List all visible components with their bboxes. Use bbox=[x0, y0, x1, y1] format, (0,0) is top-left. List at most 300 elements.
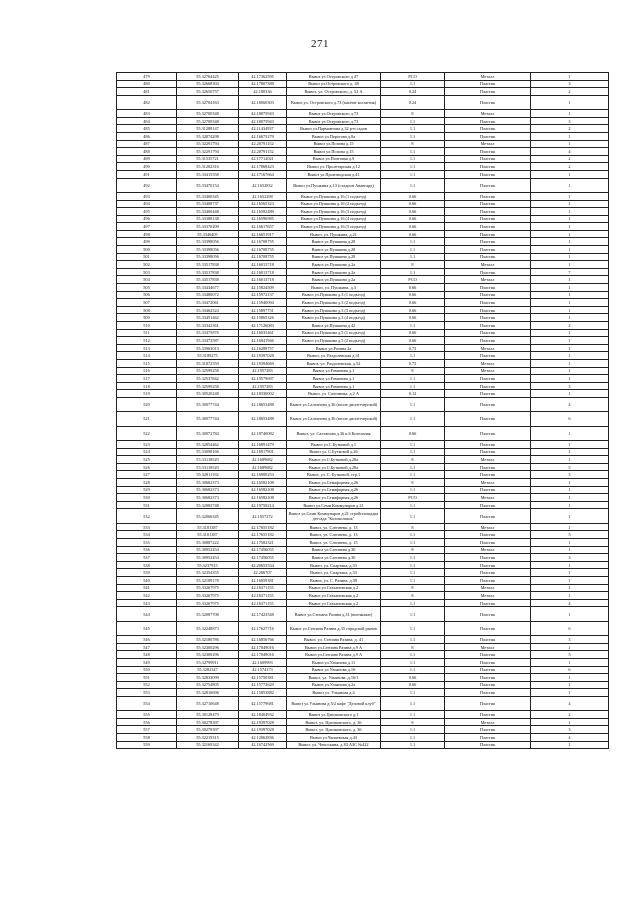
longitude-cell: 42.17362595 bbox=[239, 73, 287, 81]
longitude-cell: 42.15940094 bbox=[239, 299, 287, 307]
table-row bbox=[117, 344, 609, 352]
address-cell: Вывоз ул.Островского д. 48 bbox=[287, 80, 381, 88]
latitude-cell: 55.30952454 bbox=[177, 546, 239, 554]
volume-cell: РСО bbox=[381, 73, 445, 81]
count-cell: 1 bbox=[531, 426, 609, 440]
volume-cell: 0.66 bbox=[381, 291, 445, 299]
table-row bbox=[117, 200, 609, 208]
count-cell: 1 bbox=[531, 607, 609, 621]
latitude-cell: 55.30952454 bbox=[177, 554, 239, 562]
table-row bbox=[117, 215, 609, 223]
row-number-cell: 517 bbox=[117, 375, 177, 383]
count-cell: 3 bbox=[531, 80, 609, 88]
container-type-cell: Металл bbox=[445, 546, 531, 554]
row-number-cell: 530 bbox=[117, 494, 177, 502]
volume-cell: 1.1 bbox=[381, 501, 445, 509]
container-type-cell: Пластик bbox=[445, 148, 531, 156]
row-number-cell: 497 bbox=[117, 223, 177, 231]
container-type-cell: Пластик bbox=[445, 539, 531, 547]
count-cell: 3 bbox=[531, 117, 609, 125]
count-cell: 2 bbox=[531, 322, 609, 330]
row-number-cell: 544 bbox=[117, 607, 177, 621]
row-number-cell: 505 bbox=[117, 284, 177, 292]
count-cell: 1 bbox=[531, 359, 609, 367]
table-row bbox=[117, 651, 609, 659]
longitude-cell: 42.17627716 bbox=[239, 621, 287, 635]
longitude-cell: 42.11434937 bbox=[239, 125, 287, 133]
container-type-cell: Пластик bbox=[445, 561, 531, 569]
row-number-cell: 540 bbox=[117, 577, 177, 585]
row-number-cell: 489 bbox=[117, 155, 177, 163]
row-number-cell: 485 bbox=[117, 125, 177, 133]
latitude-cell: 55.33098166 bbox=[177, 448, 239, 456]
container-type-cell: Металл bbox=[445, 718, 531, 726]
count-cell: 1 bbox=[531, 200, 609, 208]
longitude-cell: 42.16582108 bbox=[239, 494, 287, 502]
longitude-cell: 42.16565323 bbox=[239, 200, 287, 208]
latitude-cell: 55.32799911 bbox=[177, 658, 239, 666]
volume-cell: 0.66 bbox=[381, 674, 445, 682]
table-row bbox=[117, 367, 609, 375]
latitude-cell: 55.33472061 bbox=[177, 299, 239, 307]
table-row bbox=[117, 479, 609, 487]
row-number-cell: 493 bbox=[117, 192, 177, 200]
count-cell: 1 bbox=[531, 367, 609, 375]
volume-cell: 1.1 bbox=[381, 607, 445, 621]
volume-cell: 1.1 bbox=[381, 268, 445, 276]
table-row bbox=[117, 382, 609, 390]
row-number-cell: 536 bbox=[117, 546, 177, 554]
container-type-cell: Пластик bbox=[445, 463, 531, 471]
count-cell: 1 bbox=[531, 674, 609, 682]
latitude-cell: 55.32700348 bbox=[177, 117, 239, 125]
container-type-cell: Пластик bbox=[445, 268, 531, 276]
longitude-cell: 42.16959381 bbox=[239, 577, 287, 585]
row-number-cell: 480 bbox=[117, 80, 177, 88]
row-number-cell: 482 bbox=[117, 95, 177, 109]
count-cell: 1 bbox=[531, 643, 609, 651]
address-cell: Вывоз ул.Пушкина д.2а bbox=[287, 261, 381, 269]
container-type-cell: Пластик bbox=[445, 577, 531, 585]
longitude-cell: 42.16673279 bbox=[239, 132, 287, 140]
address-cell: Вывоз ул.Ульянова д.16 bbox=[287, 666, 381, 674]
address-cell: Вывоз ул.Романова д.1 bbox=[287, 375, 381, 383]
address-cell: Вывоз ул.Чапаевская д.43 bbox=[287, 734, 381, 742]
volume-cell: 0.66 bbox=[381, 329, 445, 337]
container-type-cell: Пластик bbox=[445, 734, 531, 742]
longitude-cell: 42.17456055 bbox=[239, 554, 287, 562]
container-type-cell: Пластик bbox=[445, 337, 531, 345]
count-cell: 1 bbox=[531, 718, 609, 726]
volume-cell: 1.1 bbox=[381, 412, 445, 426]
address-cell: Вывоз, ул. Слепнева, д. 15 bbox=[287, 539, 381, 547]
row-number-cell: 512 bbox=[117, 337, 177, 345]
latitude-cell: 55.32082748 bbox=[177, 501, 239, 509]
latitude-cell: 55.3101387 bbox=[177, 531, 239, 539]
latitude-cell: 55.3189275 bbox=[177, 352, 239, 360]
count-cell: 1 bbox=[531, 337, 609, 345]
count-cell: 4 bbox=[531, 599, 609, 607]
table-row bbox=[117, 291, 609, 299]
count-cell: 4 bbox=[531, 397, 609, 411]
count-cell: 1 bbox=[531, 390, 609, 398]
volume-cell: 1.1 bbox=[381, 734, 445, 742]
address-cell: Вывоз ул.Семафорная д.26 bbox=[287, 486, 381, 494]
longitude-cell: 42.17712021 bbox=[239, 155, 287, 163]
volume-cell: 1.1 bbox=[381, 561, 445, 569]
count-cell: 1 bbox=[531, 501, 609, 509]
count-cell: 1 bbox=[531, 253, 609, 261]
count-cell: 1 bbox=[531, 344, 609, 352]
latitude-cell: 55.33267975 bbox=[177, 592, 239, 600]
container-type-cell: Металл bbox=[445, 523, 531, 531]
container-type-cell: Пластик bbox=[445, 314, 531, 322]
address-cell: Вывоз, ул. Салтанова, д.2 А bbox=[287, 390, 381, 398]
page-number: 271 bbox=[311, 38, 329, 50]
longitude-cell: 42.16582489 bbox=[239, 208, 287, 216]
container-type-cell: Пластик bbox=[445, 192, 531, 200]
longitude-cell: 42.17868423 bbox=[239, 163, 287, 171]
table-row bbox=[117, 306, 609, 314]
count-cell: 7 bbox=[531, 268, 609, 276]
latitude-cell: 55.33415558 bbox=[177, 170, 239, 178]
longitude-cell: 42.16708755 bbox=[239, 246, 287, 254]
address-cell: Вывоз ул.Островского д.73 bbox=[287, 117, 381, 125]
volume-cell: 1.1 bbox=[381, 621, 445, 635]
latitude-cell: 55.32599258 bbox=[177, 382, 239, 390]
table-row bbox=[117, 359, 609, 367]
longitude-cell: 42.16371155 bbox=[239, 599, 287, 607]
longitude-cell: 42.16035461 bbox=[239, 329, 287, 337]
table-row bbox=[117, 621, 609, 635]
table-row bbox=[117, 314, 609, 322]
table-row bbox=[117, 592, 609, 600]
count-cell: 1 bbox=[531, 592, 609, 600]
count-cell: 6 bbox=[531, 666, 609, 674]
address-cell: Вывоз ул.Циолковского д.1 bbox=[287, 711, 381, 719]
volume-cell: 1.1 bbox=[381, 238, 445, 246]
longitude-cell: 42.16617657 bbox=[239, 223, 287, 231]
row-number-cell: 549 bbox=[117, 658, 177, 666]
row-number-cell: 507 bbox=[117, 299, 177, 307]
container-type-cell: Металл bbox=[445, 110, 531, 118]
latitude-cell: 55.33517838 bbox=[177, 276, 239, 284]
table-row bbox=[117, 456, 609, 464]
table-row bbox=[117, 523, 609, 531]
longitude-cell: 42.16582108 bbox=[239, 486, 287, 494]
longitude-cell: 42.17807388 bbox=[239, 80, 287, 88]
table-row bbox=[117, 734, 609, 742]
latitude-cell: 55.3282347 bbox=[177, 666, 239, 674]
latitude-cell: 55.33118529 bbox=[177, 456, 239, 464]
container-type-cell: Пластик bbox=[445, 208, 531, 216]
container-type-cell: Металл bbox=[445, 367, 531, 375]
volume-cell: 1.1 bbox=[381, 448, 445, 456]
container-type-cell: Металл bbox=[445, 592, 531, 600]
longitude-cell: 42.15772629 bbox=[239, 681, 287, 689]
longitude-cell: 42.15824509 bbox=[239, 284, 287, 292]
volume-cell: 1.1 bbox=[381, 125, 445, 133]
latitude-cell: 55.32189178 bbox=[177, 577, 239, 585]
container-type-cell: Пластик bbox=[445, 163, 531, 171]
count-cell: 4 bbox=[531, 734, 609, 742]
longitude-cell: 42.16742569 bbox=[239, 741, 287, 749]
longitude-cell: 42.1957272 bbox=[239, 509, 287, 523]
latitude-cell: 55.30682373 bbox=[177, 486, 239, 494]
container-type-cell: Пластик bbox=[445, 441, 531, 449]
volume-cell: 1.1 bbox=[381, 163, 445, 171]
container-type-cell: Металл bbox=[445, 261, 531, 269]
longitude-cell: 42.19397028 bbox=[239, 352, 287, 360]
longitude-cell: 42.1609993 bbox=[239, 658, 287, 666]
latitude-cell: 55.30887222 bbox=[177, 539, 239, 547]
address-cell: Вывоз ул.Салтанова д.36 (возле диспетчерской) bbox=[287, 397, 381, 411]
table-row bbox=[117, 110, 609, 118]
latitude-cell: 55.32300296 bbox=[177, 643, 239, 651]
longitude-cell: 42.12062836 bbox=[239, 734, 287, 742]
container-type-cell: Пластик bbox=[445, 607, 531, 621]
volume-cell: 0.24 bbox=[381, 95, 445, 109]
volume-cell: 0.24 bbox=[381, 88, 445, 96]
latitude-cell: 55.33517838 bbox=[177, 268, 239, 276]
volume-cell: 1.1 bbox=[381, 178, 445, 192]
container-type-cell: Пластик bbox=[445, 501, 531, 509]
volume-cell: 1.1 bbox=[381, 569, 445, 577]
volume-cell: 1.1 bbox=[381, 471, 445, 479]
table-row bbox=[117, 643, 609, 651]
longitude-cell: 42.16708755 bbox=[239, 253, 287, 261]
latitude-cell: 55.33370209 bbox=[177, 223, 239, 231]
longitude-cell: 42.18330002 bbox=[239, 390, 287, 398]
count-cell: 6 bbox=[531, 412, 609, 426]
count-cell: 1 bbox=[531, 741, 609, 749]
container-type-cell: Металл bbox=[445, 494, 531, 502]
row-number-cell: 508 bbox=[117, 306, 177, 314]
latitude-cell: 55.31872559 bbox=[177, 359, 239, 367]
address-cell: Вывоз, ул. Островского, д. 52 А bbox=[287, 88, 381, 96]
volume-cell: 1.1 bbox=[381, 132, 445, 140]
container-type-cell: Пластик bbox=[445, 132, 531, 140]
volume-cell: 1.1 bbox=[381, 375, 445, 383]
row-number-cell: 533 bbox=[117, 523, 177, 531]
count-cell: 1 bbox=[531, 486, 609, 494]
latitude-cell: 55.30520248 bbox=[177, 390, 239, 398]
latitude-cell: 55.32833099 bbox=[177, 674, 239, 682]
latitude-cell: 55.33267975 bbox=[177, 584, 239, 592]
address-cell: Вывоз ул.Семи Коммунаров д.21 стройплощадка детсада "Колокольчик" bbox=[287, 509, 381, 523]
count-cell: 1 bbox=[531, 689, 609, 697]
count-cell: 1 bbox=[531, 314, 609, 322]
longitude-cell: 42.15853882 bbox=[239, 689, 287, 697]
longitude-cell: 42.17655182 bbox=[239, 523, 287, 531]
latitude-cell: 55.32354355 bbox=[177, 569, 239, 577]
container-type-cell: Пластик bbox=[445, 711, 531, 719]
container-type-cell: Пластик bbox=[445, 397, 531, 411]
volume-cell: 0.66 bbox=[381, 200, 445, 208]
longitude-cell: 42.19579697 bbox=[239, 375, 287, 383]
row-number-cell: 509 bbox=[117, 314, 177, 322]
address-cell: Вывоз ул.Островского д.73 bbox=[287, 110, 381, 118]
table-row bbox=[117, 223, 609, 231]
latitude-cell: 55.32291794 bbox=[177, 148, 239, 156]
table-row bbox=[117, 125, 609, 133]
volume-cell: РСО bbox=[381, 276, 445, 284]
table-row bbox=[117, 390, 609, 398]
latitude-cell: 55.33388138 bbox=[177, 215, 239, 223]
table-row bbox=[117, 246, 609, 254]
volume-cell: 8 bbox=[381, 261, 445, 269]
container-type-cell: Пластик bbox=[445, 170, 531, 178]
count-cell: 1 bbox=[531, 261, 609, 269]
latitude-cell: 55.32764425 bbox=[177, 73, 239, 81]
container-type-cell: Пластик bbox=[445, 390, 531, 398]
row-number-cell: 546 bbox=[117, 636, 177, 644]
table-row bbox=[117, 689, 609, 697]
row-number-cell: 526 bbox=[117, 463, 177, 471]
container-type-cell: Пластик bbox=[445, 509, 531, 523]
address-cell: Вывоз, ул. Циолковского, д. 36 bbox=[287, 726, 381, 734]
volume-cell: 1.1 bbox=[381, 636, 445, 644]
table-row bbox=[117, 230, 609, 238]
container-type-cell: Пластик bbox=[445, 382, 531, 390]
latitude-cell: 55.33398056 bbox=[177, 246, 239, 254]
row-number-cell: 499 bbox=[117, 238, 177, 246]
longitude-cell: 42.17582321 bbox=[239, 539, 287, 547]
address-cell: Вывоз ул.Степана Разина д.9 А bbox=[287, 651, 381, 659]
container-type-cell: Пластик bbox=[445, 486, 531, 494]
container-type-cell: Пластик bbox=[445, 651, 531, 659]
address-cell: Вывоз, ул. Пушкина, д.21 bbox=[287, 230, 381, 238]
address-cell: Вывоз, ул. Спартака, д.33 bbox=[287, 561, 381, 569]
container-type-cell: Пластик bbox=[445, 412, 531, 426]
address-cell: Вывоз ул.Пушкина д.16 (3 подъезд) bbox=[287, 208, 381, 216]
latitude-cell: 55.32874298 bbox=[177, 132, 239, 140]
longitude-cell: 42.19394669 bbox=[239, 359, 287, 367]
row-number-cell: 558 bbox=[117, 734, 177, 742]
latitude-cell: 55.32087708 bbox=[177, 607, 239, 621]
address-cell: Вывоз ул. Островского д.73 (магнит косметик) bbox=[287, 95, 381, 109]
longitude-cell: 42.1652832 bbox=[239, 178, 287, 192]
latitude-cell: 55.32754805 bbox=[177, 681, 239, 689]
count-cell: 1 bbox=[531, 284, 609, 292]
row-number-cell: 500 bbox=[117, 246, 177, 254]
container-type-cell: Металл bbox=[445, 643, 531, 651]
count-cell: 1 bbox=[531, 110, 609, 118]
volume-cell: 8 bbox=[381, 523, 445, 531]
address-cell: Вывоз ул.Пушкина д.2а bbox=[287, 268, 381, 276]
volume-cell: 1.1 bbox=[381, 397, 445, 411]
longitude-cell: 42.16900253 bbox=[239, 471, 287, 479]
volume-cell: 0.66 bbox=[381, 306, 445, 314]
count-cell: 1 bbox=[531, 208, 609, 216]
latitude-cell: 55.31288147 bbox=[177, 125, 239, 133]
latitude-cell: 55.33400448 bbox=[177, 208, 239, 216]
latitude-cell: 55.32291794 bbox=[177, 140, 239, 148]
address-cell: Вывоз ул.Пушкина д.16 (4 подъезд) bbox=[287, 215, 381, 223]
table-row bbox=[117, 448, 609, 456]
address-cell: Вывоз ул.Степана Разина д.35 городской рынок bbox=[287, 621, 381, 635]
row-number-cell: 537 bbox=[117, 554, 177, 562]
container-type-cell: Пластик bbox=[445, 223, 531, 231]
table-row bbox=[117, 463, 609, 471]
table-row bbox=[117, 494, 609, 502]
address-cell: Вывоз, ул. Пушкина, д.3 bbox=[287, 284, 381, 292]
volume-cell: 1.1 bbox=[381, 148, 445, 156]
row-number-cell: 519 bbox=[117, 390, 177, 398]
volume-cell: 8 bbox=[381, 584, 445, 592]
longitude-cell: 42.1652298 bbox=[239, 192, 287, 200]
address-cell: Вывоз ул.Пушкина д.16 (2 подъезд) bbox=[287, 200, 381, 208]
container-type-cell: Металл bbox=[445, 140, 531, 148]
volume-cell: 1.1 bbox=[381, 253, 445, 261]
table-row bbox=[117, 726, 609, 734]
latitude-cell: 55.33267975 bbox=[177, 599, 239, 607]
row-number-cell: 494 bbox=[117, 200, 177, 208]
row-number-cell: 553 bbox=[117, 689, 177, 697]
latitude-cell: 55.32180786 bbox=[177, 636, 239, 644]
volume-cell: 8 bbox=[381, 367, 445, 375]
volume-cell: 1.1 bbox=[381, 658, 445, 666]
count-cell: 1 bbox=[531, 306, 609, 314]
row-number-cell: 541 bbox=[117, 584, 177, 592]
count-cell: 1 bbox=[531, 523, 609, 531]
table-row bbox=[117, 711, 609, 719]
longitude-cell: 42.16288757 bbox=[239, 344, 287, 352]
longitude-cell: 42.20791152 bbox=[239, 140, 287, 148]
row-number-cell: 501 bbox=[117, 253, 177, 261]
count-cell: 3 bbox=[531, 554, 609, 562]
latitude-cell: 55.32219315 bbox=[177, 734, 239, 742]
count-cell: 1 bbox=[531, 170, 609, 178]
longitude-cell: 42.1574173 bbox=[239, 666, 287, 674]
address-cell: Вывоз ул.Стахановская д.2 bbox=[287, 584, 381, 592]
volume-cell: 8 bbox=[381, 456, 445, 464]
latitude-cell: 55.32710648 bbox=[177, 696, 239, 710]
count-cell: 1 bbox=[531, 230, 609, 238]
volume-cell: 1.1 bbox=[381, 486, 445, 494]
latitude-cell: 55.32811192 bbox=[177, 471, 239, 479]
row-number-cell: 498 bbox=[117, 230, 177, 238]
count-cell: 4 bbox=[531, 696, 609, 710]
address-cell: Вывоз, ул. С. Бутковой, стр.1 bbox=[287, 471, 381, 479]
table-row bbox=[117, 268, 609, 276]
address-cell: Вывоз ул.Ульянова д.2а bbox=[287, 681, 381, 689]
table-row bbox=[117, 486, 609, 494]
table-row bbox=[117, 554, 609, 562]
container-type-cell: Пластик bbox=[445, 352, 531, 360]
table-row bbox=[117, 170, 609, 178]
longitude-cell: 42.19397028 bbox=[239, 726, 287, 734]
latitude-cell: 55.30077744 bbox=[177, 397, 239, 411]
table-row bbox=[117, 569, 609, 577]
address-cell: Вывоз ул.Пушкина д.16 (5 подъезд) bbox=[287, 223, 381, 231]
address-cell: Вывоз ул.С.Бутковой д.28а bbox=[287, 463, 381, 471]
count-cell: 2 bbox=[531, 163, 609, 171]
table-row bbox=[117, 88, 609, 96]
table-row bbox=[117, 531, 609, 539]
latitude-cell: 55.31535721 bbox=[177, 155, 239, 163]
container-type-cell: Пластик bbox=[445, 426, 531, 440]
table-row bbox=[117, 284, 609, 292]
row-number-cell: 543 bbox=[117, 599, 177, 607]
volume-cell: 1.1 bbox=[381, 382, 445, 390]
address-cell: Вывоз ул.Пушкина д.28 bbox=[287, 246, 381, 254]
volume-cell: 1.1 bbox=[381, 696, 445, 710]
count-cell: 5 bbox=[531, 531, 609, 539]
container-type-cell: Пластик bbox=[445, 689, 531, 697]
container-type-cell: Пластик bbox=[445, 253, 531, 261]
table-row bbox=[117, 471, 609, 479]
